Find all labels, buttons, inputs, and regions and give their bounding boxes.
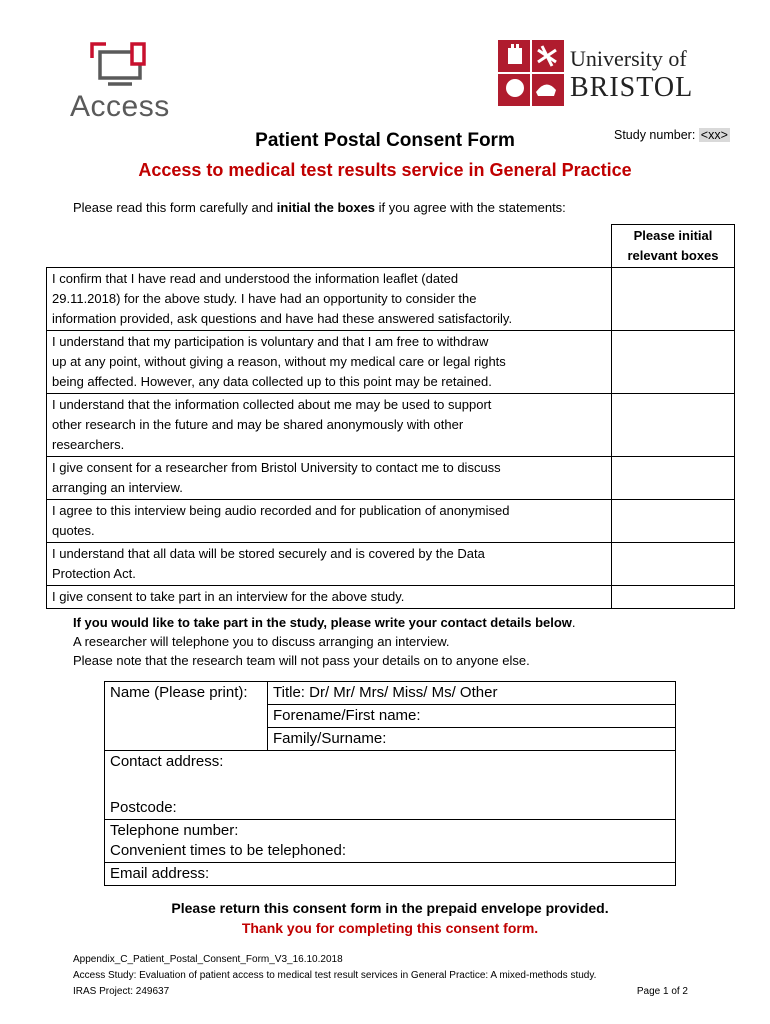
contact-intro-line3: Please note that the research team will not pass your details on to anyone else. [73,653,530,668]
statement-line: up at any point, without giving a reason, without my medical care or legal rights [52,354,506,369]
study-number-value: <xx> [700,128,728,142]
statement-line: quotes. [52,523,95,538]
thank-you-line: Thank you for completing this consent form. [241,920,539,936]
statement-row [47,457,735,500]
statement-text [47,457,612,500]
statement-line: I understand that all data will be stored securely and is covered by the Data [52,546,485,561]
initial-box-6[interactable] [612,543,735,586]
statement-line: 29.11.2018) for the above study. I have had an opportunity to consider the [52,291,477,306]
statement-text [47,543,612,586]
title-field[interactable]: Title: Dr/ Mr/ Mrs/ Miss/ Ms/ Other [268,682,676,705]
page-footer [73,952,688,1000]
statement-line: I understand that the information collected about me may be used to support [52,397,492,412]
telephone-times-label: Convenient times to be telephoned: [110,842,346,859]
initial-header-line2: relevant boxes [627,248,719,263]
name-label: Name (Please print): [105,682,268,751]
statement-row [47,331,735,394]
initial-box-2[interactable] [612,331,735,394]
footer-document-id: Appendix_C_Patient_Postal_Consent_Form_V3_16.10.2018 [73,954,343,965]
statements-header-row [47,225,735,268]
footer-study-title: Access Study: Evaluation of patient access to medical test result services in General Practice: A mixed-methods study. [73,970,597,981]
email-field[interactable]: Email address: [105,863,676,886]
initial-header-line1: Please initial [633,228,713,243]
statement-row [47,500,735,543]
university-logo [498,40,728,106]
statement-text [47,331,612,394]
statement-line: researchers. [52,437,125,452]
initial-box-1[interactable] [612,268,735,331]
bristol-crest-icon [498,40,564,106]
return-note [0,898,770,938]
access-logo [70,40,190,125]
initial-box-5[interactable] [612,500,735,543]
initial-box-3[interactable] [612,394,735,457]
statement-line: I agree to this interview being audio recorded and for publication of anonymised [52,503,510,518]
return-note-line1: Please return this consent form in the prepaid envelope provided. [171,900,609,916]
consent-statements-table [46,224,735,609]
statement-line: being affected. However, any data collected up to this point may be retained. [52,374,492,389]
contact-intro-line2: A researcher will telephone you to discuss arranging an interview. [73,634,450,649]
footer-iras-project: IRAS Project: 249637 [73,986,170,997]
contact-intro-bold: If you would like to take part in the study, please write your contact details below [73,615,572,630]
contact-intro: If you would like to take part in the study, please write your contact details below. A researcher will telephone you to discuss arranging an interview. Please note that the research team will not pass your details on to anyone else. [73,615,576,668]
address-label: Contact address: [110,753,224,770]
statement-line: other research in the future and may be shared anonymously with other [52,417,464,432]
statement-line: I give consent to take part in an interview for the above study. [52,589,405,604]
surname-field[interactable]: Family/Surname: [268,728,676,751]
statement-row [47,543,735,586]
statement-line: I understand that my participation is voluntary and that I am free to withdraw [52,334,489,349]
address-field[interactable] [105,751,676,820]
form-subtitle: Access to medical test results service in General Practice [138,160,632,180]
statement-line: information provided, ask questions and have had these answered satisfactorily. [52,311,513,326]
statement-row [47,394,735,457]
statement-text [47,394,612,457]
instructions-bold: initial the boxes [276,200,376,215]
university-name-line1: University of [570,46,687,71]
initial-box-7[interactable] [612,586,735,609]
study-number-label: Study number: [614,128,696,142]
statement-text [47,500,612,543]
statement-text [47,586,612,609]
statement-line: I confirm that I have read and understood the information leaflet (dated [52,271,459,286]
instructions-before: Please read this form carefully and [73,200,277,215]
statement-row [47,586,735,609]
university-name-line2: BRISTOL [570,72,694,103]
contact-details-table [104,681,676,886]
initial-header [612,225,735,268]
telephone-label: Telephone number: [110,822,239,839]
instructions-after: if you agree with the statements: [375,200,566,215]
initial-box-4[interactable] [612,457,735,500]
statement-row [47,268,735,331]
statements-header-blank [47,225,612,268]
statement-line: I give consent for a researcher from Bristol University to contact me to discuss [52,460,501,475]
statement-line: arranging an interview. [52,480,183,495]
forename-field[interactable]: Forename/First name: [268,705,676,728]
instructions [73,200,566,215]
telephone-field[interactable] [105,820,676,863]
statement-line: Protection Act. [52,566,136,581]
access-logo-text: Access [70,90,170,123]
page-number: Page 1 of 2 [636,986,688,997]
postcode-label: Postcode: [110,799,177,816]
form-title: Patient Postal Consent Form [255,130,515,151]
access-monitor-icon [88,40,158,90]
statement-text [47,268,612,331]
